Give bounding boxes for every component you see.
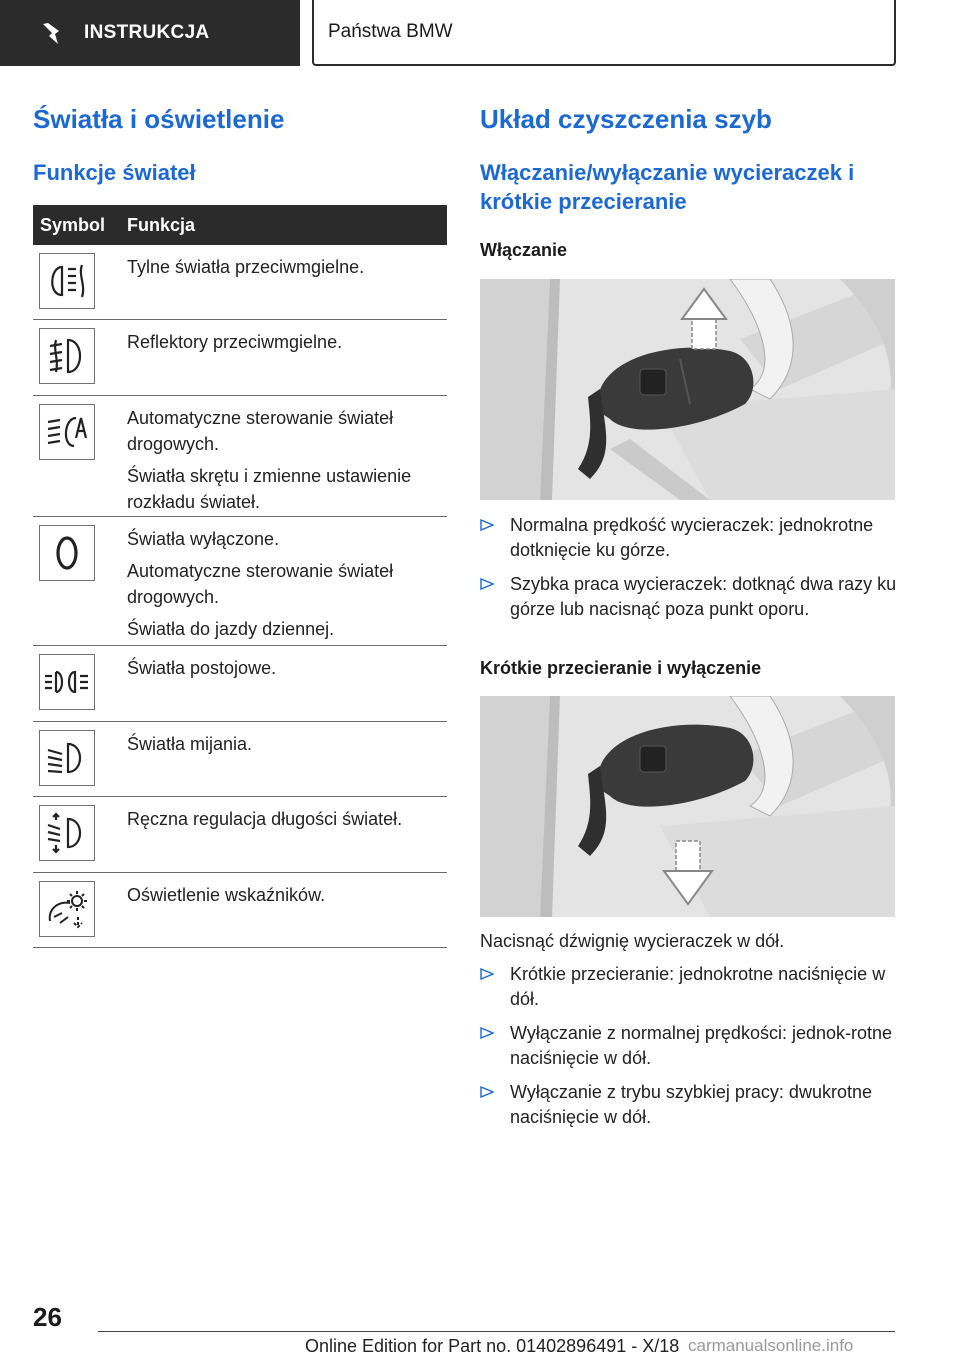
table-row: Automatyczne sterowanie świateł drogowych. Światła skrętu i zmienne ustawienie rozkładu świateł. xyxy=(33,396,447,517)
section2-intro: Nacisnąć dźwignię wycieraczek w dół. xyxy=(480,931,785,951)
bmw-pin-icon xyxy=(40,20,66,46)
table-row: Światła postojowe. xyxy=(33,646,447,722)
footer-divider xyxy=(98,1331,895,1332)
section2-bullets xyxy=(480,962,900,1139)
list-item: Wyłączanie z trybu szybkiej pracy: dwukrotne naciśnięcie w dół. xyxy=(480,1080,900,1130)
table-row: Oświetlenie wskaźników. xyxy=(33,873,447,948)
header-manual-tab[interactable] xyxy=(0,0,300,66)
table-row: Światła mijania. xyxy=(33,722,447,797)
table-row: Światła wyłączone. Automatyczne sterowanie świateł drogowych. Światła do jazdy dziennej. xyxy=(33,517,447,646)
table-row: Ręczna regulacja długości świateł. xyxy=(33,797,447,873)
lights-off-icon xyxy=(39,525,95,581)
list-item: Wyłączanie z normalnej prędkości: jednok-rotne naciśnięcie w dół. xyxy=(480,1021,900,1071)
bullet-triangle-icon xyxy=(480,578,494,590)
footer-watermark: carmanualsonline.info xyxy=(688,1336,854,1355)
left-page-title: Światła i oświetlenie xyxy=(33,104,285,134)
table-row: Tylne światła przeciwmgielne. xyxy=(33,245,447,320)
rear-fog-light-icon xyxy=(39,253,95,309)
bullet-triangle-icon xyxy=(480,968,494,980)
list-item: Normalna prędkość wycieraczek: jednokrotne dotknięcie ku górze. xyxy=(480,513,900,563)
section1-bullets xyxy=(480,513,900,631)
list-item: Szybka praca wycieraczek: dotknąć dwa razy ku górze lub nacisnąć poza punkt oporu. xyxy=(480,572,900,622)
footer-edition: Online Edition for Part no. 01402896491 - X/18 xyxy=(305,1336,680,1356)
header-manual-label: INSTRUKCJA xyxy=(84,22,210,43)
section-label-on: Włączanie xyxy=(480,240,568,260)
header-breadcrumb xyxy=(312,0,896,66)
header-breadcrumb-label: Państwa BMW xyxy=(328,21,453,42)
right-section-title: Włączanie/wyłączanie wycieraczek i krótkie przecieranie xyxy=(480,160,855,214)
table-header-symbol: Symbol xyxy=(40,214,106,235)
table-row: Reflektory przeciwmgielne. xyxy=(33,320,447,396)
parking-light-icon xyxy=(39,654,95,710)
low-beam-icon xyxy=(39,730,95,786)
left-section-title: Funkcje świateł xyxy=(33,160,196,185)
instrument-lighting-icon xyxy=(39,881,95,937)
bullet-triangle-icon xyxy=(480,1027,494,1039)
bullet-triangle-icon xyxy=(480,519,494,531)
table-header-function: Funkcja xyxy=(127,214,196,235)
front-fog-light-icon xyxy=(39,328,95,384)
right-page-title: Układ czyszczenia szyb xyxy=(480,104,772,134)
bullet-triangle-icon xyxy=(480,1086,494,1098)
section-label-short-wipe: Krótkie przecieranie i wyłączenie xyxy=(480,658,762,678)
page-number: 26 xyxy=(33,1302,62,1332)
auto-headlight-icon xyxy=(39,404,95,460)
wiper-stalk-down-image xyxy=(480,696,895,917)
light-functions-table xyxy=(33,205,447,948)
list-item: Krótkie przecieranie: jednokrotne naciśnięcie w dół. xyxy=(480,962,900,1012)
wiper-stalk-up-image xyxy=(480,279,895,500)
table-header xyxy=(33,205,447,245)
headlight-range-icon xyxy=(39,805,95,861)
